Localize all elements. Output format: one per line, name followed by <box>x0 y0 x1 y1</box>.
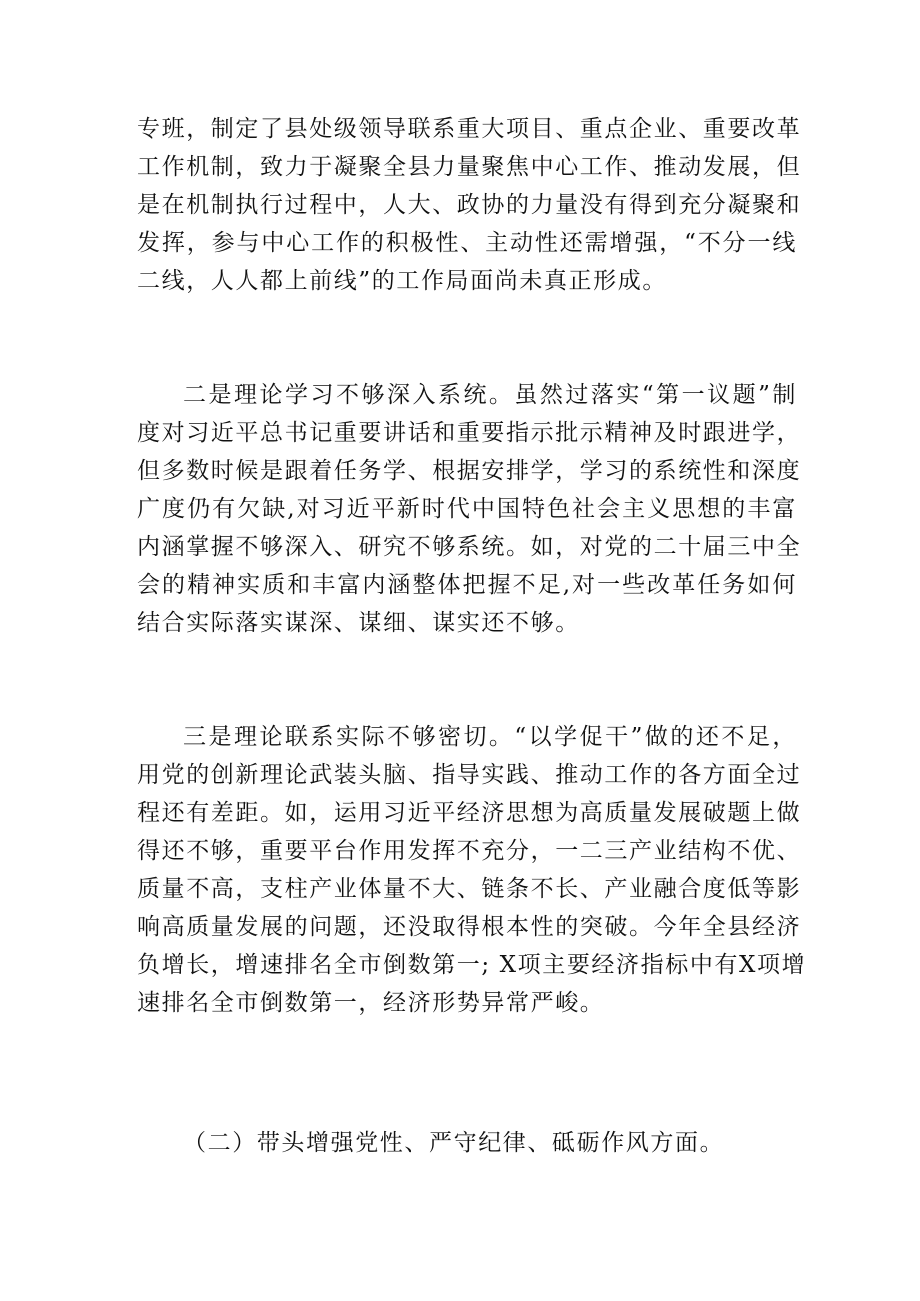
paragraph-3-line: 速排名全市倒数第一，经济形势异常严峻。 <box>137 990 605 1016</box>
paragraph-2-line: 结合实际落实谋深、谋细、谋实还不够。 <box>137 610 580 636</box>
paragraph-2-line: 但多数时候是跟着任务学、根据安排学，学习的系统性和深度 <box>137 458 802 484</box>
paragraph-3-line: 响高质量发展的问题，还没取得根本性的突破。今年全县经济 <box>137 914 802 940</box>
paragraph-1-line: 工作机制，致力于凝聚全县力量聚焦中心工作、推动发展，但 <box>137 154 802 180</box>
paragraph-1-line: 二线，人人都上前线”的工作局面尚未真正形成。 <box>137 268 667 294</box>
paragraph-2-line: 广度仍有欠缺,对习近平新时代中国特色社会主义思想的丰富 <box>137 496 797 522</box>
paragraph-3-line: 负增长，增速排名全市倒数第一; X项主要经济指标中有X项增 <box>137 952 807 978</box>
paragraph-3-line: 三是理论联系实际不够密切。“以学促干”做的还不足， <box>183 724 797 750</box>
paragraph-2 <box>137 376 802 642</box>
paragraph-2-line: 内涵掌握不够深入、研究不够系统。如，对党的二十届三中全 <box>137 534 802 560</box>
section-heading: （二）带头增强党性、严守纪律、砥砺作风方面。 <box>183 1130 725 1156</box>
paragraph-1-line: 发挥，参与中心工作的积极性、主动性还需增强，“不分一线 <box>137 230 797 256</box>
paragraph-2-line: 二是理论学习不够深入系统。虽然过落实“第一议题”制 <box>183 382 797 408</box>
paragraph-1-line: 是在机制执行过程中，人大、政协的力量没有得到充分凝聚和 <box>137 192 802 218</box>
paragraph-3-line: 得还不够，重要平台作用发挥不充分，一二三产业结构不优、 <box>137 838 802 864</box>
paragraph-1-line: 专班，制定了县处级领导联系重大项目、重点企业、重要改革 <box>137 116 802 142</box>
paragraph-3 <box>137 718 807 1022</box>
paragraph-3-line: 用党的创新理论武装头脑、指导实践、推动工作的各方面全过 <box>137 762 802 788</box>
paragraph-1 <box>137 110 802 300</box>
paragraph-2-line: 会的精神实质和丰富内涵整体把握不足,对一些改革任务如何 <box>137 572 797 598</box>
paragraph-2-line: 度对习近平总书记重要讲话和重要指示批示精神及时跟进学， <box>137 420 802 446</box>
paragraph-3-line: 程还有差距。如，运用习近平经济思想为高质量发展破题上做 <box>137 800 802 826</box>
paragraph-3-line: 质量不高，支柱产业体量不大、链条不长、产业融合度低等影 <box>137 876 802 902</box>
